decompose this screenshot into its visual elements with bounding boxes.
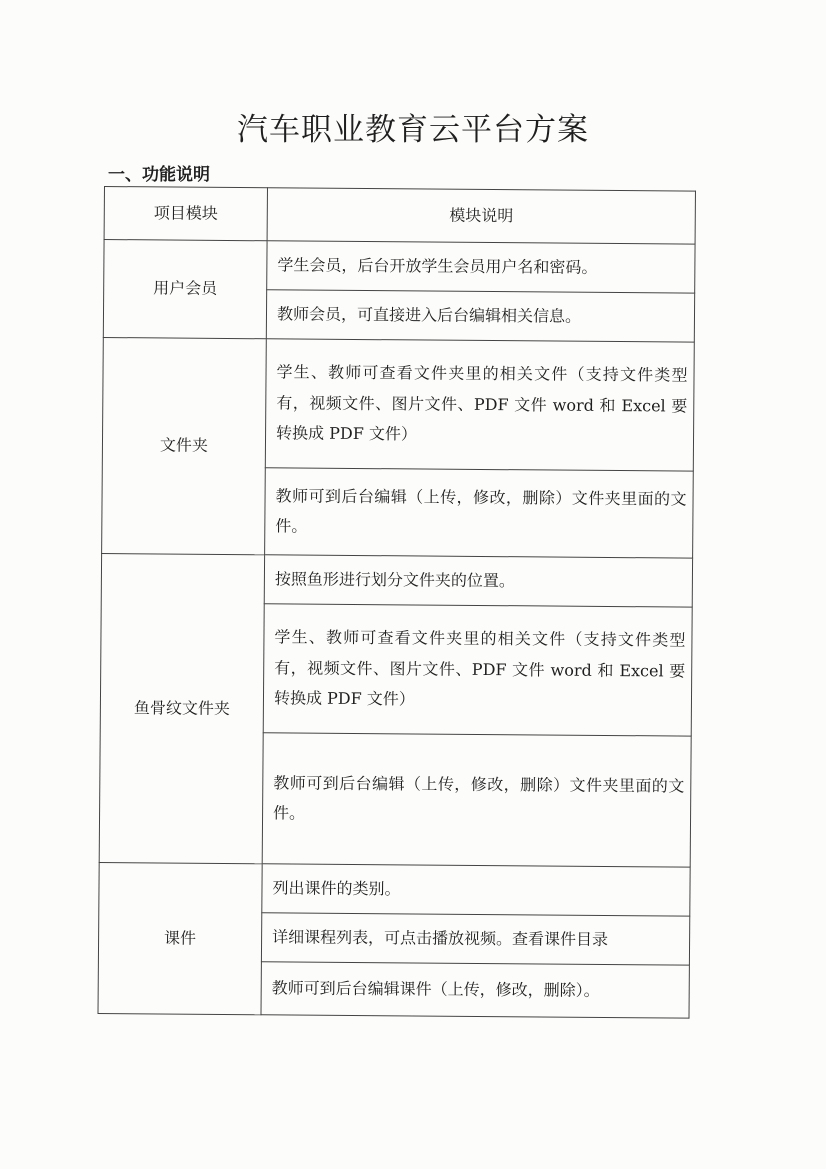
table-row — [104, 240, 695, 294]
module-description: 教师可到后台编辑（上传，修改，删除）文件夹里面的文件。 — [262, 733, 691, 867]
module-description: 按照鱼形进行划分文件夹的位置。 — [264, 555, 692, 607]
module-description: 列出课件的类别。 — [262, 864, 690, 916]
module-fishbone-folder: 鱼骨纹文件夹 — [99, 553, 264, 863]
module-description: 学生会员，后台开放学生会员用户名和密码。 — [267, 241, 695, 293]
table-header-row — [104, 187, 695, 245]
section-heading: 一、功能说明 — [108, 165, 210, 185]
module-description: 教师可到后台编辑课件（上传，修改，删除）。 — [261, 962, 689, 1018]
header-description: 模块说明 — [267, 188, 695, 244]
module-description: 教师可到后台编辑（上传，修改，删除）文件夹里面的文件。 — [265, 468, 694, 558]
module-user-member: 用户会员 — [103, 240, 267, 339]
module-description: 学生、教师可查看文件夹里的相关文件（支持文件类型有，视频文件、图片文件、PDF 文件 word 和 Excel 要转换成 PDF 文件） — [265, 339, 694, 471]
module-folder: 文件夹 — [102, 337, 267, 554]
module-courseware: 课件 — [98, 862, 262, 1014]
table-row — [99, 862, 690, 916]
header-module: 项目模块 — [104, 187, 267, 241]
table-row — [101, 553, 692, 607]
module-description: 学生、教师可查看文件夹里的相关文件（支持文件类型有，视频文件、图片文件、PDF 文件 word 和 Excel 要转换成 PDF 文件） — [263, 604, 692, 736]
function-table — [97, 186, 695, 1019]
module-description: 教师会员，可直接进入后台编辑相关信息。 — [266, 290, 694, 342]
table-row — [102, 337, 694, 471]
document-title: 汽车职业教育云平台方案 — [237, 112, 589, 148]
module-description: 详细课程列表，可点击播放视频。查看课件目录 — [261, 913, 689, 965]
